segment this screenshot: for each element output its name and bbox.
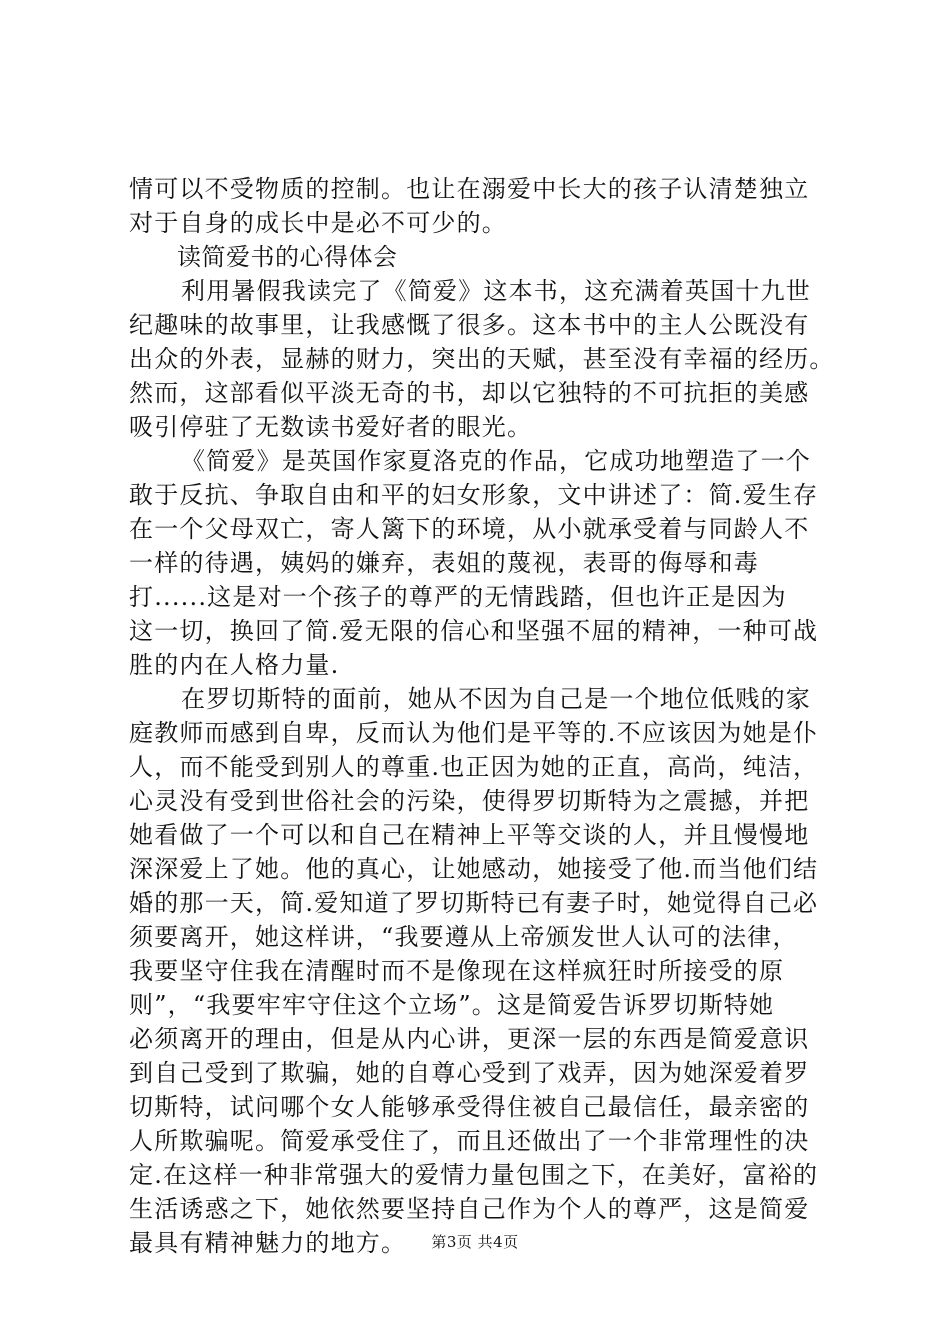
text-line: 这一切，换回了简.爱无限的信心和坚强不屈的精神，一种可战 [129,617,819,645]
text-line: 一样的待遇，姨妈的嫌弃，表姐的蔑视，表哥的侮辱和毒 [129,549,759,577]
text-line: 最具有精神魅力的地方。 [129,1229,407,1257]
paragraph-first-line: 在罗切斯特的面前，她从不因为自己是一个地位低贱的家 [181,685,811,713]
text-line: 我要坚守住我在清醒时而不是像现在这样疯狂时所接受的原 [129,957,785,985]
text-line: 胜的内在人格力量. [129,651,340,679]
text-line: 婚的那一天，简.爱知道了罗切斯特已有妻子时，她觉得自己必 [129,889,819,917]
text-line: 情可以不受物质的控制。也让在溺爱中长大的孩子认清楚独立 [129,175,810,203]
text-line: 生活诱惑之下，她依然要坚持自己作为个人的尊严，这是简爱 [129,1195,810,1223]
text-line: 然而，这部看似平淡无奇的书，却以它独特的不可抗拒的美感 [129,379,810,407]
text-line: 敢于反抗、争取自由和平的妇女形象，文中讲述了：简.爱生存 [129,481,819,509]
page-number-footer: 第3页 共4页 [431,1233,519,1251]
paragraph-first-line: 《简爱》是英国作家夏洛克的作品，它成功地塑造了一个 [181,447,811,475]
text-line: 打......这是对一个孩子的尊严的无情践踏，但也许正是因为 [129,583,787,611]
document-body [129,172,835,1260]
text-line: 切斯特，试问哪个女人能够承受得住被自己最信任，最亲密的 [129,1093,810,1121]
text-line: 深深爱上了她。他的真心，让她感动，她接受了他.而当他们结 [129,855,819,883]
text-line: 在一个父母双亡，寄人篱下的环境，从小就承受着与同龄人不 [129,515,810,543]
text-line: 纪趣味的故事里，让我感慨了很多。这本书中的主人公既没有 [129,311,810,339]
section-title: 读简爱书的心得体会 [177,243,398,271]
text-line: 定.在这样一种非常强大的爱情力量包围之下，在美好，富裕的 [129,1161,819,1189]
paragraph-first-line: 利用暑假我读完了《简爱》这本书，这充满着英国十九世 [181,277,811,305]
text-line: 须要离开，她这样讲，“我要遵从上帝颁发世人认可的法律， [129,923,798,951]
text-line: 对于自身的成长中是必不可少的。 [129,209,507,237]
text-line: 到自己受到了欺骗，她的自尊心受到了戏弄，因为她深爱着罗 [129,1059,810,1087]
text-line: 心灵没有受到世俗社会的污染，使得罗切斯特为之震撼，并把 [129,787,810,815]
text-line: 则”，“我要牢牢守住这个立场”。这是简爱告诉罗切斯特她 [129,991,775,1019]
text-line: 必须离开的理由，但是从内心讲，更深一层的东西是简爱意识 [129,1025,810,1053]
text-line: 她看做了一个可以和自己在精神上平等交谈的人，并且慢慢地 [129,821,810,849]
text-line: 庭教师而感到自卑，反而认为他们是平等的.不应该因为她是仆 [129,719,819,747]
text-line: 人所欺骗呢。简爱承受住了，而且还做出了一个非常理性的决 [129,1127,810,1155]
text-line: 出众的外表，显赫的财力，突出的天赋，甚至没有幸福的经历。 [129,345,835,373]
text-line: 吸引停驻了无数读书爱好者的眼光。 [129,413,533,441]
text-line: 人，而不能受到别人的尊重.也正因为她的正直，高尚，纯洁， [129,753,819,781]
